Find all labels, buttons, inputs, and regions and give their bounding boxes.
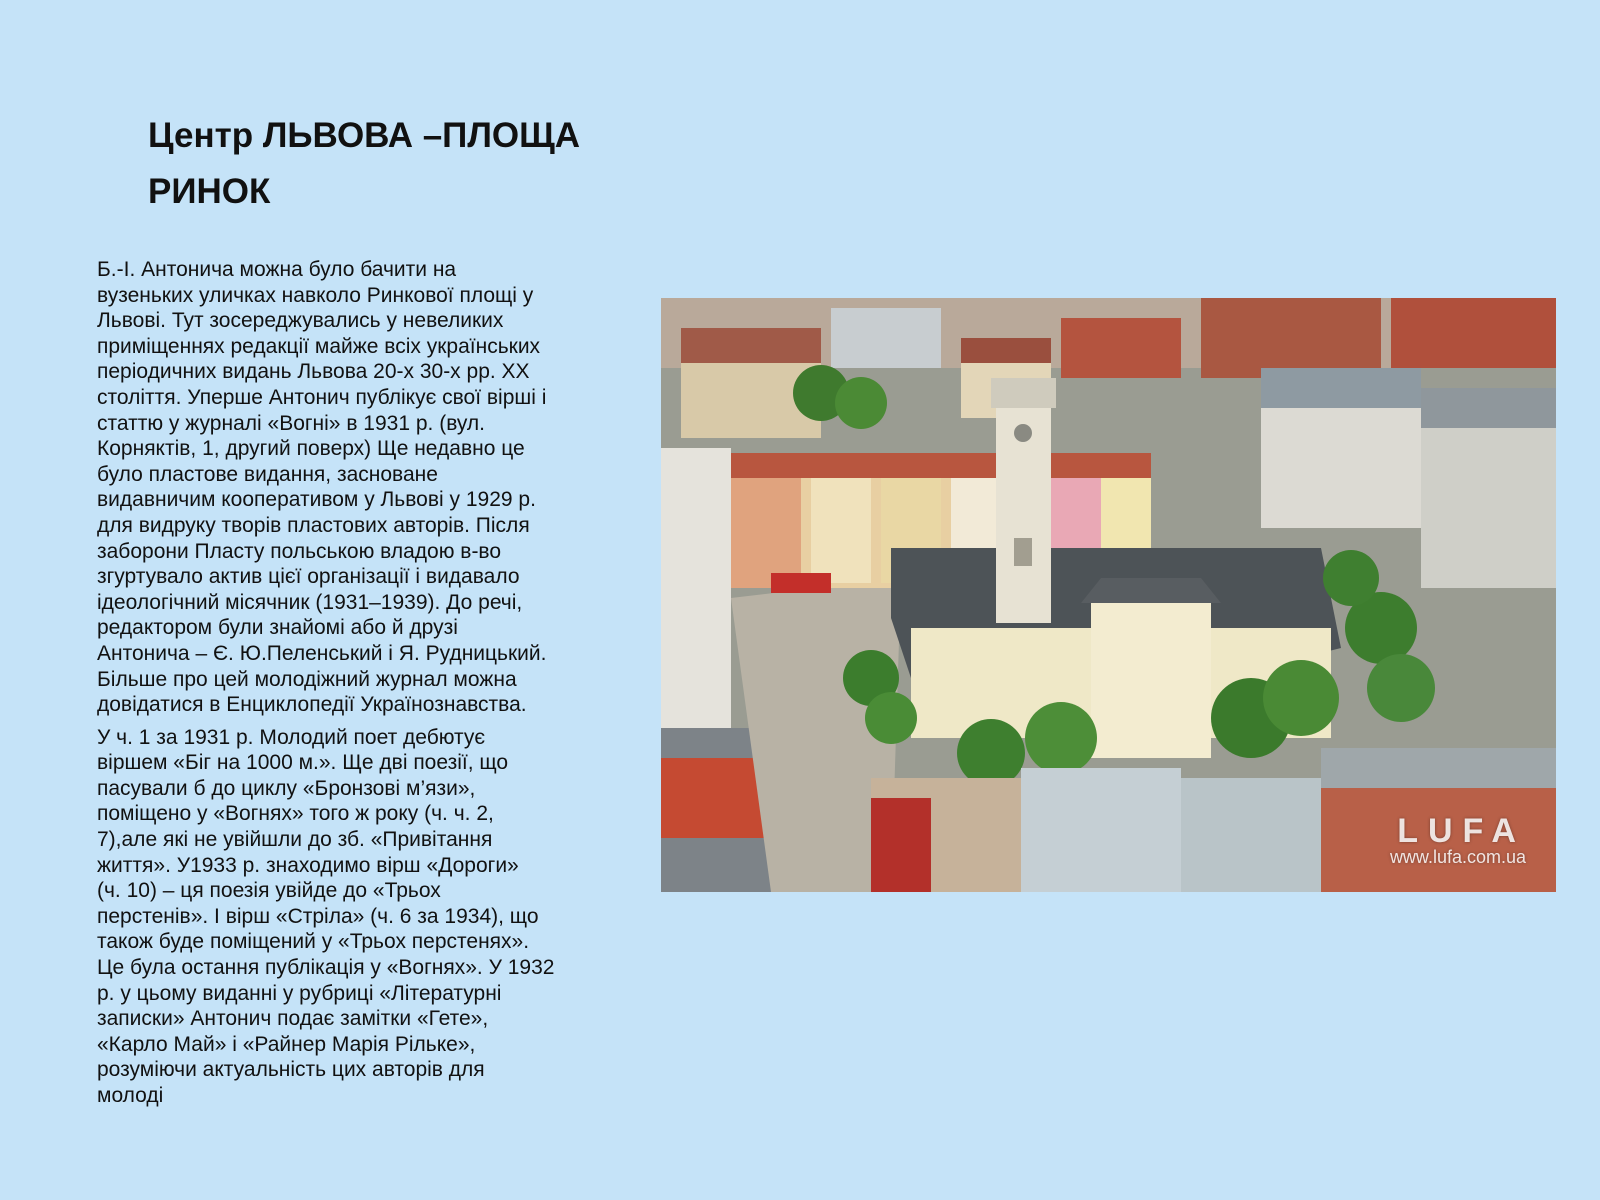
watermark-url: www.lufa.com.ua <box>1389 847 1526 867</box>
aerial-city-illustration <box>661 298 1556 892</box>
title-line-1: Центр ЛЬВОВА –ПЛОЩА <box>148 116 581 155</box>
lviv-market-square-photo <box>661 298 1556 892</box>
title-line-2: РИНОК <box>148 172 271 211</box>
slide-title <box>148 108 668 220</box>
watermark-logo: LUFA <box>1397 812 1526 850</box>
paragraph-2: У ч. 1 за 1931 р. Молодий поет дебютує віршем «Біг на 1000 м.». Ще дві поезії, що пасували б до циклу «Бронзові м’язи», поміщено у «Вогнях» того ж року (ч. ч. 2, 7),але які не увійшли до зб. «Привітання життя». У1933 р. знаходимо вірш «Дороги» (ч. 10) – ця поезія увійде до «Трьох перстенів». І вірш «Стріла» (ч. 6 за 1934), що також буде поміщений у «Трьох перстенях». Це була остання публікація у «Вогнях». У 1932 р. у цьому виданні у рубриці «Літературні записки» Антонич подає замітки «Гете», «Карло Май» і «Райнер Марія Рільке», розуміючи актуальність цих авторів для молоді <box>97 725 555 1107</box>
body-text <box>97 257 632 1116</box>
paragraph-1: Б.-І. Антонича можна було бачити на вузеньких уличках навколо Ринкової площі у Львові. Тут зосереджувались у невеликих приміщеннях редакції майже всіх українських періодичних видань Львова 20-х 30-х рр. ХХ століття. Уперше Антонич публікує свої вірші і статтю у журналі «Вогні» в 1931 р. (вул. Корняктів, 1, другий поверх) Ще недавно це було пластове видання, засноване видавничим кооперативом у Львові у 1929 р. для видруку творів пластових авторів. Після заборони Пласту польською владою в-во згуртувало актив цієї організації і видавало ідеологічний місячник (1931–1939). До речі, редактором були знайомі або й друзі Антонича – Є. Ю.Пеленський і Я. Рудницький. Більше про цей молодіжний журнал можна довідатися в Енциклопедії Українознавства. <box>97 258 547 717</box>
photo-watermark <box>1390 812 1526 868</box>
